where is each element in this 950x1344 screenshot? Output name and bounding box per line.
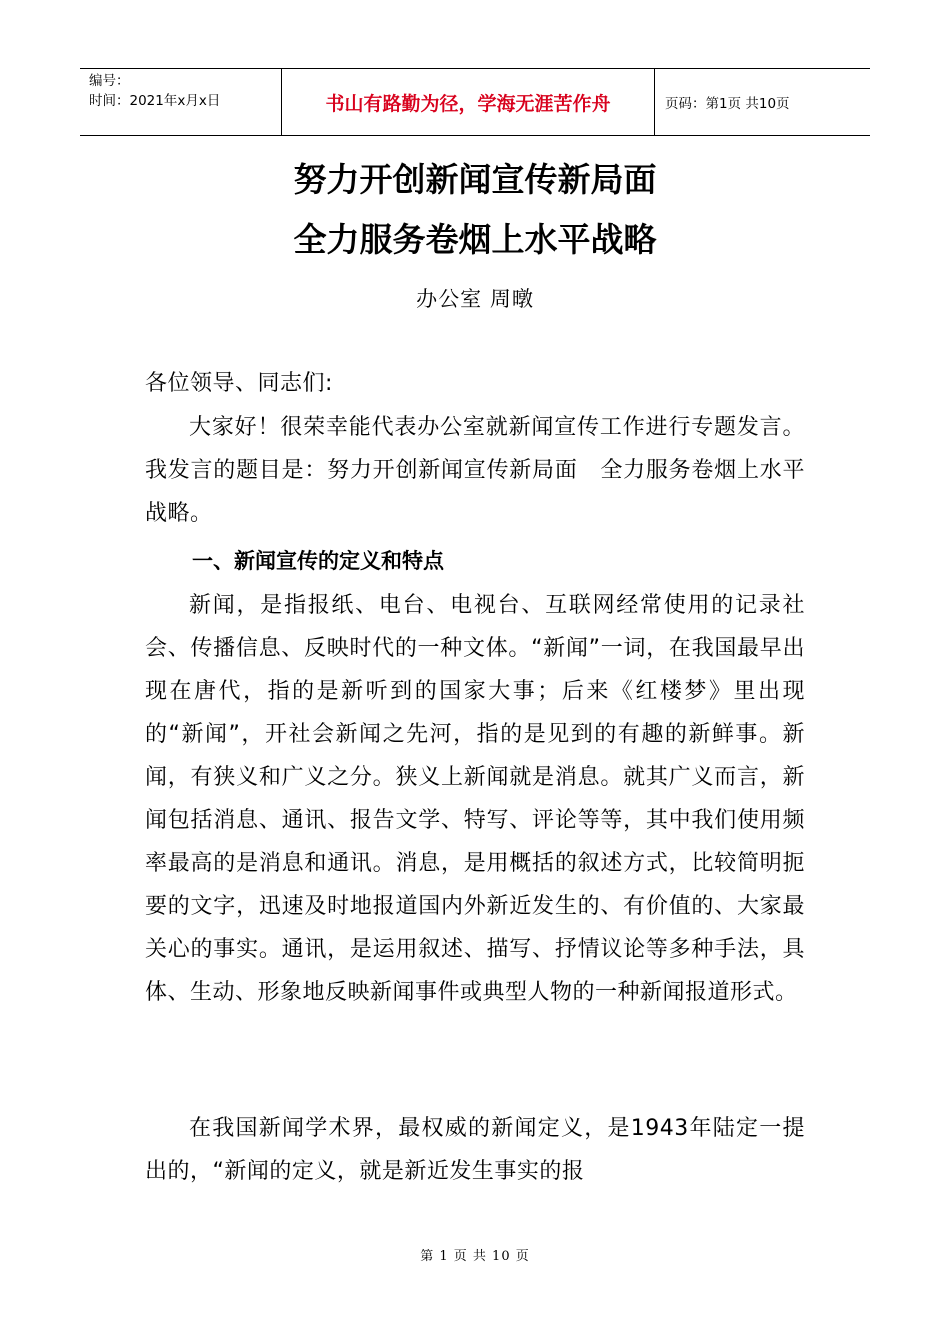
page-footer: 第 1 页 共 10 页 [420, 1249, 530, 1264]
header-number-label: 编号： [89, 73, 130, 89]
paragraph-intro: 大家好！很荣幸能代表办公室就新闻宣传工作进行专题发言。我发言的题目是：努力开创新闻宣传新局面 全力服务卷烟上水平战略。 [145, 415, 805, 526]
document-title-line1: 努力开创新闻宣传新局面 [293, 160, 657, 199]
section-heading-1: 一、新闻宣传的定义和特点 [192, 549, 444, 573]
header-meta [80, 69, 281, 135]
header-page-info: 页码：第1页 共10页 [665, 96, 790, 112]
document-title-line2: 全力服务卷烟上水平战略 [293, 220, 657, 259]
header-slogan: 书山有路勤为径，学海无涯苦作舟 [325, 92, 611, 115]
document-author: 办公室 周暾 [416, 287, 534, 311]
header-slogan-cell [281, 69, 655, 135]
paragraph-news-definition: 新闻，是指报纸、电台、电视台、互联网经常使用的记录社会、传播信息、反映时代的一种文体。“新闻”一词，在我国最早出现在唐代，指的是新听到的国家大事；后来《红楼梦》里出现的“新闻”，开社会新闻之先河，指的是见到的有趣的新鲜事。新闻，有狭义和广义之分。狭义上新闻就是消息。就其广义而言，新闻包括消息、通讯、报告文学、特写、评论等等，其中我们使用频率最高的是消息和通讯。消息，是用概括的叙述方式，比较简明扼要的文字，迅速及时地报道国内外新近发生的、有价值的、大家最关心的事实。通讯，是运用叙述、描写、抒情议论等多种手法，具体、生动、形象地反映新闻事件或典型人物的一种新闻报道形式。 [145, 593, 805, 1005]
salutation: 各位领导、同志们: [145, 371, 333, 396]
paragraph-authoritative-definition: 在我国新闻学术界，最权威的新闻定义，是1943年陆定一提出的，“新闻的定义，就是新近发生事实的报 [145, 1116, 805, 1184]
document-header [80, 68, 870, 136]
header-time-label: 时间：2021年x月x日 [89, 93, 221, 109]
